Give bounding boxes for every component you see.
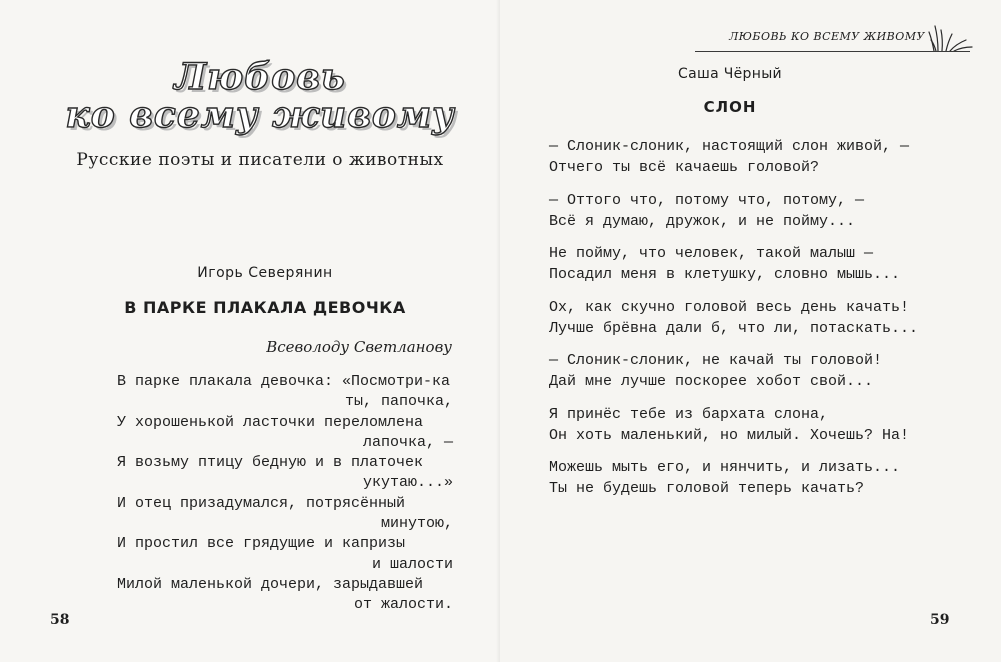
poem-line: — Оттого что, потому что, потому, — [549,191,865,209]
poem-line: И отец призадумался, потрясённый [117,494,406,512]
poem-line: минутою, [380,515,453,533]
poem-line: Отчего ты всё качаешь головой? [549,159,820,176]
poem-line: Лучше брёвна дали б, что ли, потаскать... [549,319,919,337]
poem-line: от жалости. [353,596,453,614]
stanza [549,136,939,178]
poem-title: СЛОН [703,98,757,116]
poem-title: В ПАРКЕ ПЛАКАЛА ДЕВОЧКА [124,298,406,317]
stanza [549,190,939,232]
poem-line: — Слоник-слоник, не качай ты головой! [549,352,883,369]
page-number-right: 59 [930,612,950,628]
stanza [549,350,939,392]
poem-line: Дай мне лучше поскорее хобот свой... [549,373,874,390]
stanza [549,404,939,446]
page-number-left: 58 [50,612,70,628]
poem-text [549,136,939,511]
poem-author: Саша Чёрный [678,66,782,82]
poem-line: У хорошенькой ласточки переломлена [117,413,424,431]
poem-dedication: Всеволоду Светланову [266,338,452,356]
poem-line: В парке плакала девочка: «Посмотри-ка [117,373,451,390]
poem-line: Всё я думаю, дружок, и не пойму... [549,212,856,230]
stanza [549,457,939,499]
poem-line: — Слоник-слоник, настоящий слон живой, — [549,138,910,155]
left-page [0,0,500,662]
book-title-line-1: Любовь [174,56,346,98]
book-title [60,58,460,134]
stanza [549,297,939,339]
poem-line: и шалости [371,555,453,573]
header-rule [695,51,970,52]
poem-line: Я принёс тебе из бархата слона, [549,405,829,423]
poem-line: Милой маленькой дочери, зарыдавшей [117,575,424,593]
book-title-line-2: ко всему живому [65,94,455,136]
poem-line: Посадил меня в клетушку, словно мышь... [549,266,901,283]
poem-line: Я возьму птицу бедную и в платочек [117,454,424,472]
poem-line: Не пойму, что человек, такой малыш — [549,245,874,262]
poem-line: лапочка, — [362,433,453,451]
poem-line: Ты не будешь головой теперь качать? [549,480,865,497]
poem-line: укутаю...» [362,474,453,492]
poem-line: Он хоть маленький, но милый. Хочешь? На! [549,426,910,444]
poem-line: Ох, как скучно головой весь день качать! [549,298,910,316]
poem-line: ты, папочка, [344,393,453,411]
poem-line: Можешь мыть его, и нянчить, и лизать... [549,459,901,476]
grass-icon [928,22,974,52]
poem-line: И простил все грядущие и капризы [117,535,406,553]
running-head: ЛЮБОВЬ КО ВСЕМУ ЖИВОМУ [729,30,925,43]
poem-text [117,372,453,616]
book-subtitle: Русские поэты и писатели о животных [76,150,444,170]
poem-author: Игорь Северянин [197,265,333,281]
right-page [500,0,1001,662]
stanza [549,243,939,285]
